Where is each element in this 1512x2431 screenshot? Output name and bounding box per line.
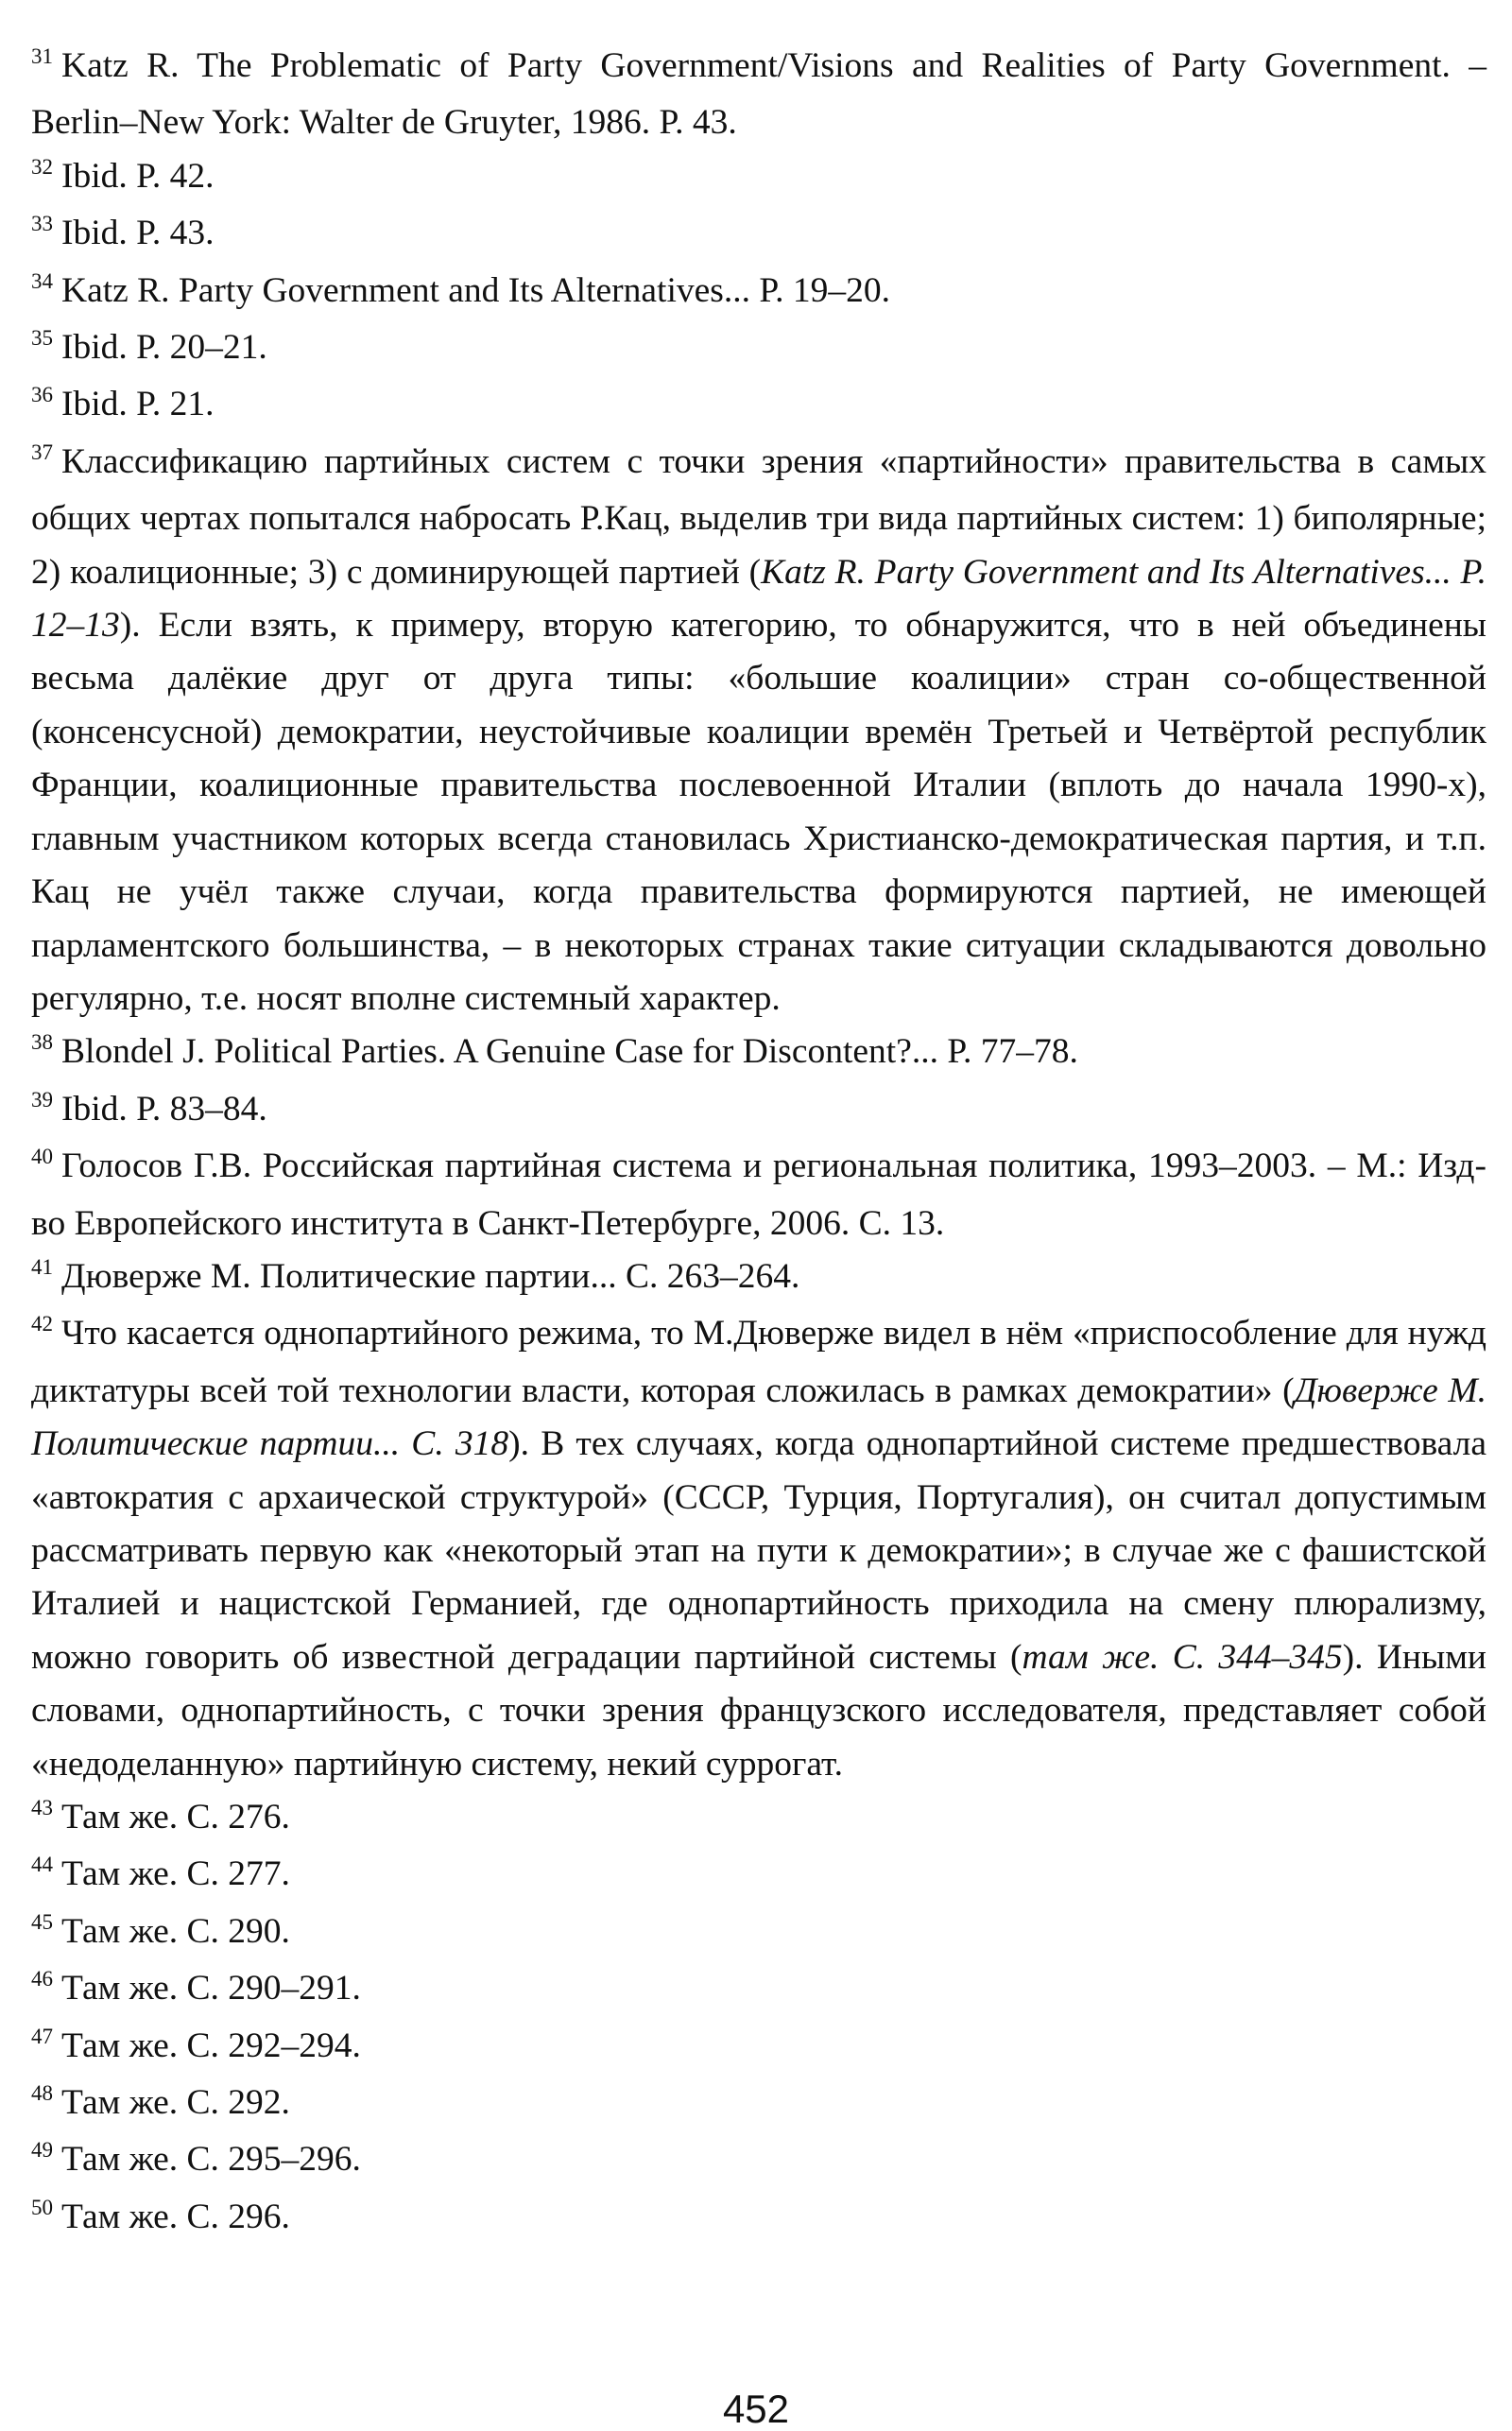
footnote-48: [31, 2077, 1486, 2133]
footnote-text: Там же. С. 295–296.: [61, 2140, 361, 2180]
footnote-35: [31, 321, 1486, 378]
page-number: 452: [722, 2387, 790, 2431]
footnote-number: 48: [31, 2081, 53, 2106]
footnote-text: Классификацию партийных систем с точки зрения «партийности» правительства в самых общих чертах попытался набросать Р.Кац, выделив три вида партийных систем: 1) биполярные; 2) коалиционные; 3) с доминирующей партией (: [31, 441, 1486, 592]
footnote-citation: Дюверже М. Политические партии... С. 318: [31, 1371, 1486, 1464]
footnote-number: 41: [31, 1254, 53, 1279]
footnote-number: 47: [31, 2024, 53, 2048]
footnote-number: 39: [31, 1087, 53, 1112]
footnote-49: [31, 2133, 1486, 2190]
footnote-34: [31, 265, 1486, 321]
footnote-33: [31, 207, 1486, 264]
footnote-text: ). Иными словами, однопартийность, с точки зрения французского исследователя, представляет собой «недоделанную» партийную систему, некий суррогат.: [31, 1637, 1486, 1784]
footnote-text: Что касается однопартийного режима, то М.Дюверже видел в нём «приспособление для нужд диктатуры всей той технологии власти, которая сложилась в рамках демократии» (: [31, 1314, 1486, 1410]
footnote-number: 45: [31, 1909, 53, 1934]
footnote-40: [31, 1140, 1486, 1250]
footnote-number: 38: [31, 1030, 53, 1055]
footnote-text: Ibid. P. 21.: [61, 385, 215, 424]
footnote-text: Там же. С. 296.: [61, 2197, 290, 2236]
footnote-number: 44: [31, 1853, 53, 1877]
footnote-31: [31, 40, 1486, 150]
footnote-number: 40: [31, 1145, 53, 1169]
footnote-45: [31, 1905, 1486, 1962]
footnote-number: 32: [31, 154, 53, 179]
footnote-50: [31, 2191, 1486, 2248]
footnote-number: 33: [31, 212, 53, 236]
footnote-38: [31, 1026, 1486, 1082]
footnote-number: 50: [31, 2195, 53, 2219]
footnote-text: Ibid. P. 83–84.: [61, 1089, 267, 1129]
footnote-text: Там же. С. 276.: [61, 1798, 290, 1836]
footnote-36: [31, 378, 1486, 435]
footnote-46: [31, 1962, 1486, 2019]
footnote-41: [31, 1250, 1486, 1307]
footnote-47: [31, 2020, 1486, 2077]
footnote-text: Ibid. P. 42.: [61, 156, 215, 196]
footnote-text: Ibid. P. 20–21.: [61, 328, 267, 368]
footnote-text: Blondel J. Political Parties. A Genuine Case for Discontent?... P. 77–78.: [61, 1032, 1078, 1072]
footnote-text: Там же. С. 290–291.: [61, 1969, 361, 2009]
footnote-citation: там же. С. 344–345: [1022, 1637, 1343, 1677]
footnote-number: 34: [31, 268, 53, 293]
footnote-number: 49: [31, 2138, 53, 2163]
footnote-citation: Katz R. Party Government and Its Alternatives... P. 12–13: [31, 552, 1487, 646]
footnote-32: [31, 150, 1486, 207]
footnote-text: Дюверже М. Политические партии... С. 263–264.: [61, 1256, 800, 1296]
footnote-42: [31, 1307, 1486, 1791]
footnote-text: Там же. С. 292–294.: [61, 2026, 361, 2065]
footnote-text: Там же. С. 277.: [61, 1854, 290, 1894]
footnotes-list: [31, 40, 1486, 2248]
footnote-number: 37: [31, 440, 53, 464]
footnote-number: 35: [31, 326, 53, 351]
footnote-text: Голосов Г.В. Российская партийная система и региональная политика, 1993–2003. – М.: Изд-во Европейского института в Санкт-Петербурге, 2006. С. 13.: [31, 1147, 1486, 1243]
footnote-number: 31: [31, 44, 53, 68]
footnote-number: 42: [31, 1312, 53, 1336]
footnote-text: Там же. С. 290.: [61, 1911, 290, 1951]
footnote-text: ). В тех случаях, когда однопартийной системе предшествовала «автократия с архаической структурой» (СССР, Турция, Португалия), он считал допустимым рассматривать первую как «некоторый этап на пути к демократии»; в случае же с фашистской Италией и нацистской Германией, где однопартийность приходила на смену плюрализму, можно говорить об известной деградации партийной системы (: [31, 1424, 1486, 1677]
footnote-text: Там же. С. 292.: [61, 2083, 290, 2123]
footnote-text: Katz R. Party Government and Its Alternatives... P. 19–20.: [61, 270, 890, 310]
footnote-number: 36: [31, 383, 53, 407]
footnote-text: Katz R. The Problematic of Party Government/Visions and Realities of Party Government. – Berlin–New York: Walter de Gruyter, 1986. P. 43.: [31, 46, 1486, 143]
footnote-number: 43: [31, 1796, 53, 1819]
footnote-44: [31, 1848, 1486, 1905]
footnote-text: ). Если взять, к примеру, вторую категорию, то обнаружится, что в ней объединены весьма далёкие друг от друга типы: «большие коалиции» стран со-общественной (консенсусной) демократии, неустойчивые коалиции времён Третьей и Четвёртой республик Франции, коалиционные правительства послевоенной Италии (вплоть до начала 1990-х), главным участником которых всегда становилась Христианско-демократическая партия, и т.п. Кац не учёл также случаи, когда правительства формируются партией, не имеющей парламентского большинства, – в некоторых странах такие ситуации складываются довольно регулярно, т.е. носят вполне системный характер.: [31, 606, 1486, 1018]
footnote-39: [31, 1083, 1486, 1140]
footnote-number: 46: [31, 1967, 53, 1991]
footnote-37: [31, 436, 1486, 1026]
footnote-43: [31, 1791, 1486, 1848]
footnote-text: Ibid. P. 43.: [61, 214, 215, 253]
